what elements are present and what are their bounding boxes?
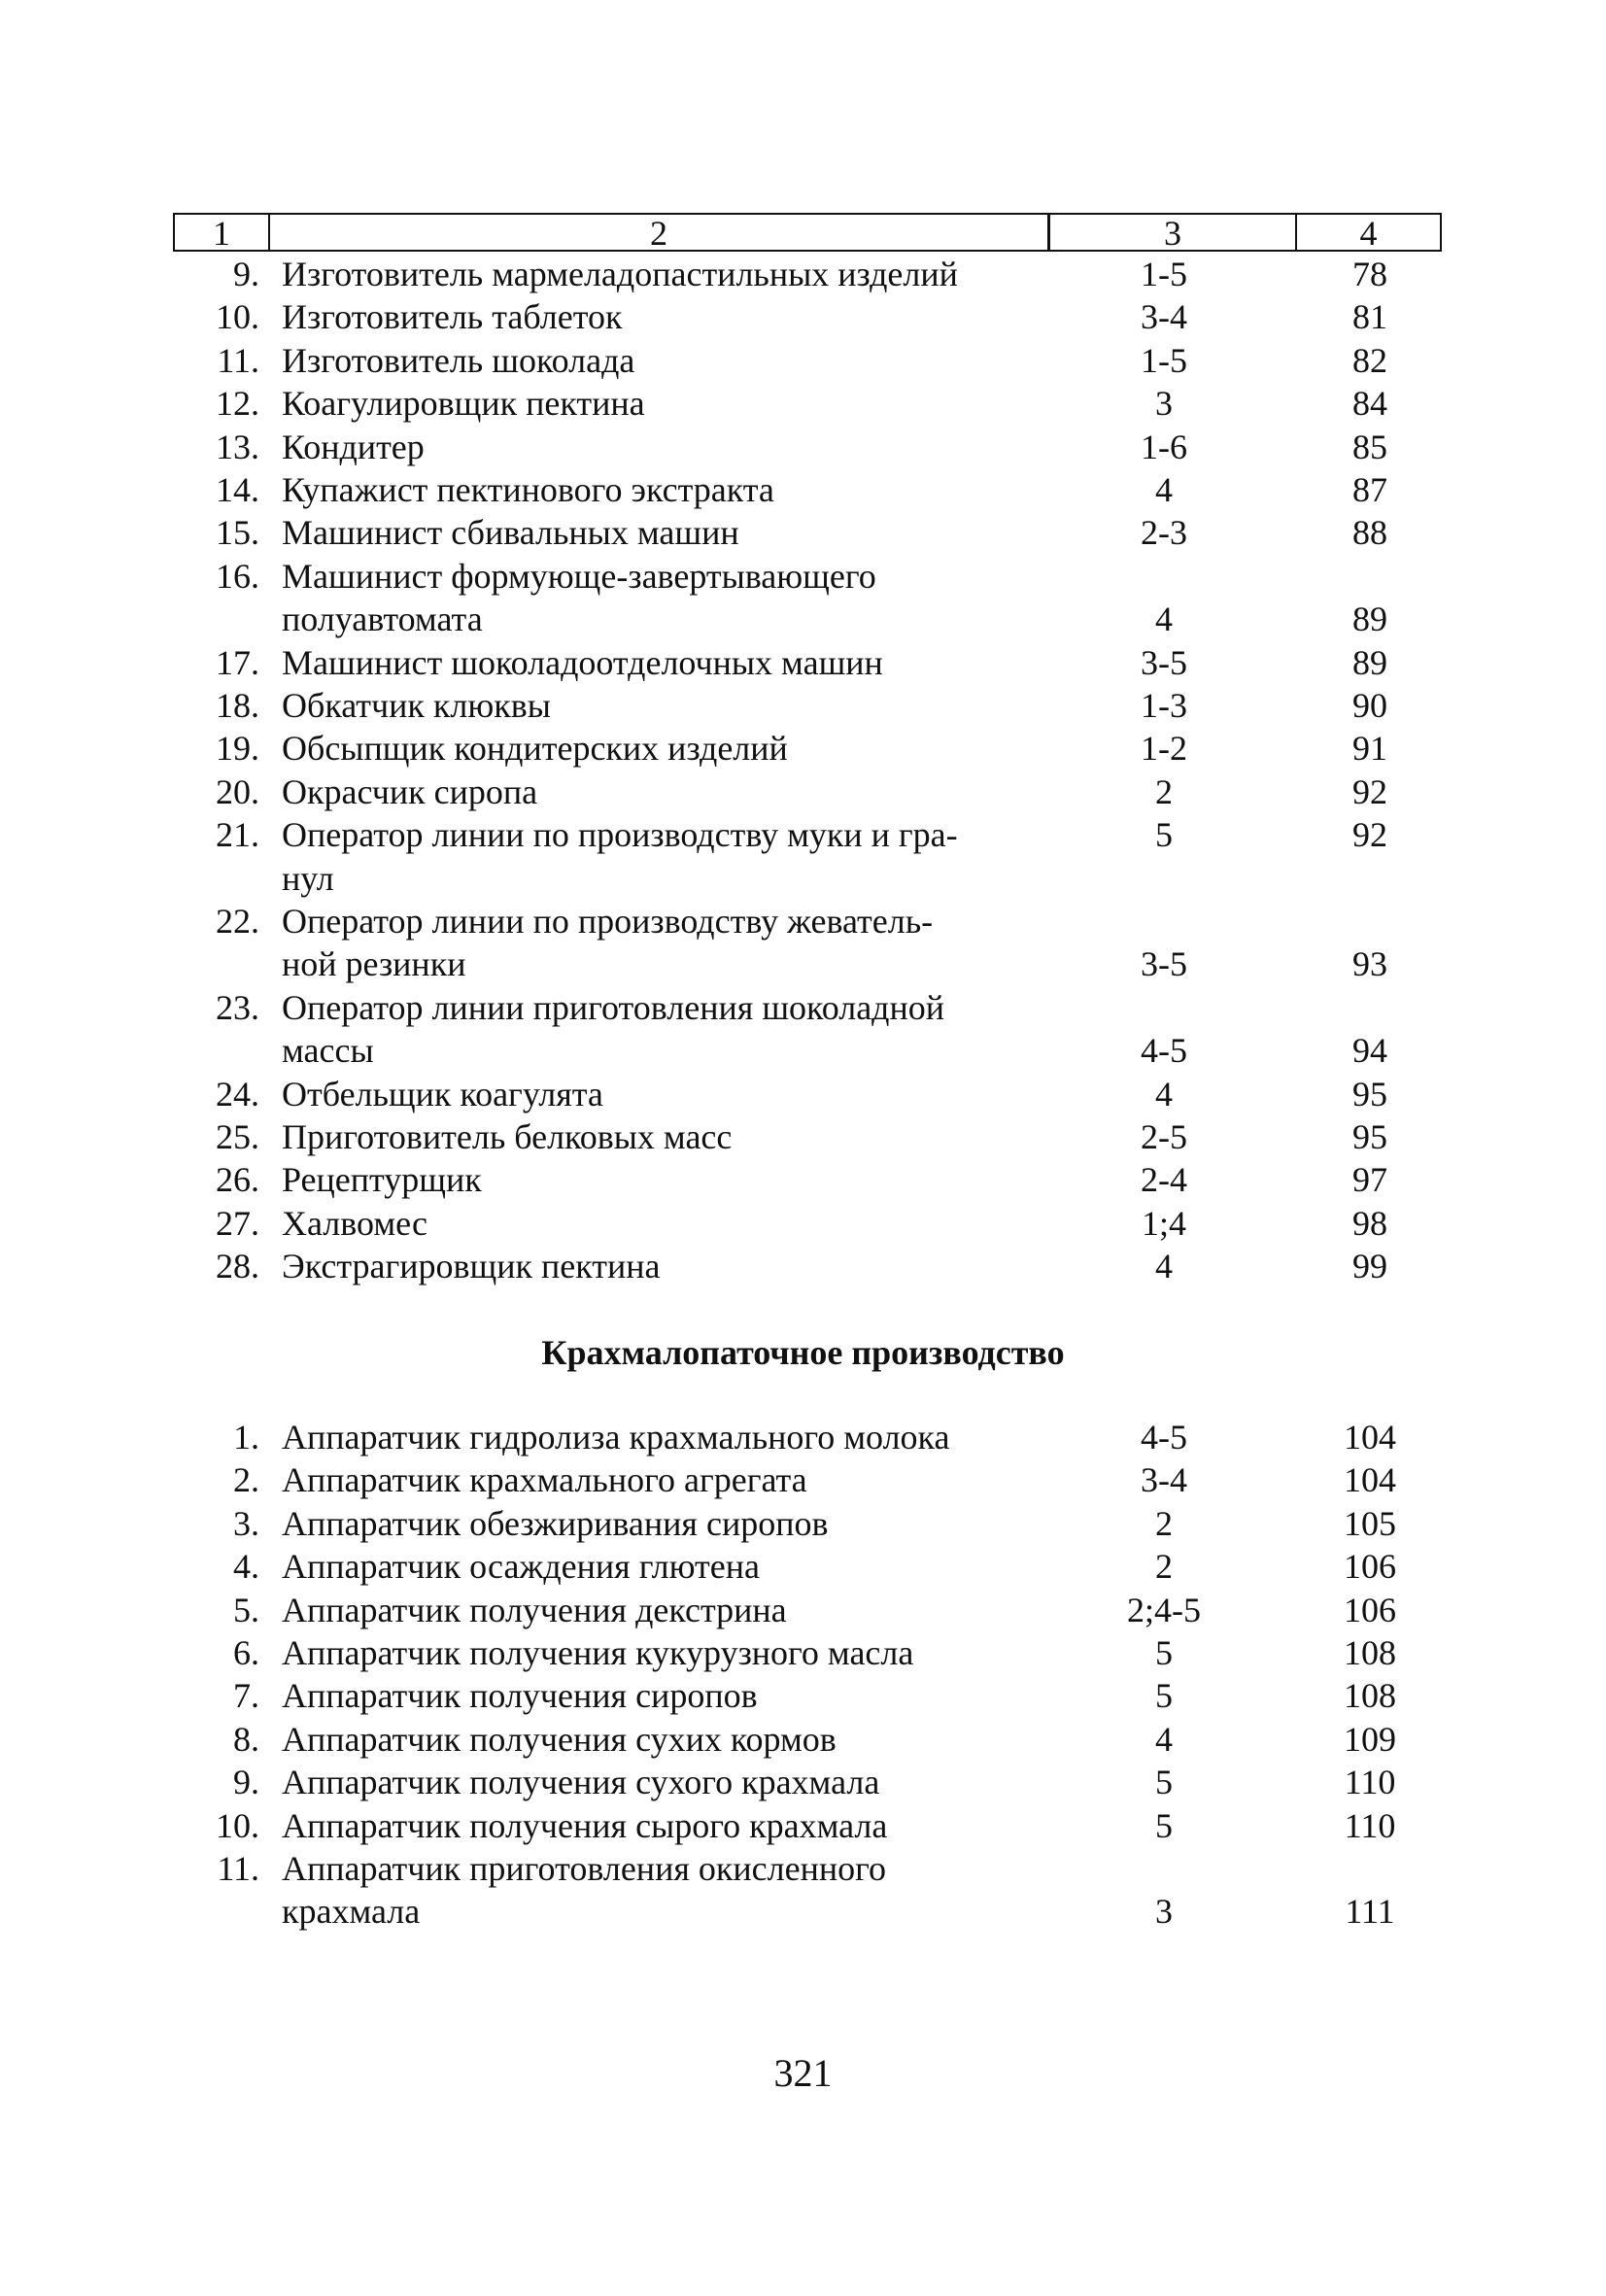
row-grade: 3-4 xyxy=(1141,297,1187,337)
row-number: 23. xyxy=(216,987,259,1027)
row-number: 24. xyxy=(216,1074,259,1114)
row-grade: 3 xyxy=(1155,1892,1173,1932)
row-page: 81 xyxy=(1352,297,1387,337)
row-number: 10. xyxy=(216,1805,259,1845)
row-page: 104 xyxy=(1344,1418,1396,1456)
row-name: Аппаратчик обезжиривания сиропов xyxy=(282,1503,829,1543)
row-page: 87 xyxy=(1352,470,1387,509)
row-name: нул xyxy=(282,858,334,898)
row-grade: 2-3 xyxy=(1141,513,1187,553)
row-page: 95 xyxy=(1352,1117,1387,1156)
row-grade: 4 xyxy=(1155,470,1173,509)
row-grade: 5 xyxy=(1155,815,1173,855)
row-name: Аппаратчик получения сырого крахмала xyxy=(282,1805,888,1845)
row-page: 82 xyxy=(1352,340,1387,380)
row-page: 108 xyxy=(1344,1676,1396,1716)
row-number: 12. xyxy=(216,384,259,424)
row-number: 14. xyxy=(216,470,259,509)
row-name: Приготовитель белковых масс xyxy=(282,1117,733,1156)
row-name: полуавтомата xyxy=(282,600,483,639)
row-grade: 2 xyxy=(1155,1547,1173,1587)
row-page: 106 xyxy=(1344,1547,1396,1587)
row-grade: 4 xyxy=(1155,1074,1173,1114)
row-number: 28. xyxy=(216,1247,259,1286)
row-number: 2. xyxy=(233,1460,259,1500)
table-header xyxy=(173,213,1442,252)
row-grade: 4 xyxy=(1155,1247,1173,1286)
row-page: 99 xyxy=(1352,1247,1387,1286)
row-number: 8. xyxy=(233,1719,259,1759)
row-number: 10. xyxy=(216,297,259,337)
row-name: Аппаратчик получения декстрина xyxy=(282,1590,787,1629)
row-grade: 3-5 xyxy=(1141,944,1187,984)
row-name: Окрасчик сиропа xyxy=(282,771,538,811)
row-name: массы xyxy=(282,1031,374,1071)
row-number: 11. xyxy=(217,340,259,380)
row-page: 97 xyxy=(1352,1160,1387,1200)
row-name: Обсыпщик кондитерских изделий xyxy=(282,729,788,769)
row-grade: 1-2 xyxy=(1141,729,1187,769)
row-page: 110 xyxy=(1344,1805,1396,1845)
row-page: 109 xyxy=(1344,1719,1396,1759)
row-name: ной резинки xyxy=(282,944,466,984)
row-page: 84 xyxy=(1352,384,1387,424)
row-page: 110 xyxy=(1344,1763,1396,1802)
row-page: 94 xyxy=(1352,1031,1387,1071)
row-page: 89 xyxy=(1352,642,1387,682)
header-col-3: 3 xyxy=(1050,215,1297,250)
row-number: 13. xyxy=(216,427,259,466)
row-name: Аппаратчик получения сиропов xyxy=(282,1676,758,1716)
row-page: 92 xyxy=(1352,771,1387,811)
row-number: 18. xyxy=(216,686,259,725)
row-name: Аппаратчик получения кукурузного масла xyxy=(282,1633,914,1672)
row-grade: 3-5 xyxy=(1141,642,1187,682)
row-number: 19. xyxy=(216,729,259,769)
row-name: Рецептурщик xyxy=(282,1160,482,1200)
row-number: 26. xyxy=(216,1160,259,1200)
row-number: 21. xyxy=(216,815,259,855)
row-page: 78 xyxy=(1352,255,1387,293)
row-grade: 1-5 xyxy=(1141,340,1187,380)
row-grade: 1-6 xyxy=(1141,427,1187,466)
row-grade: 2-4 xyxy=(1141,1160,1187,1200)
page-number: 321 xyxy=(773,2051,833,2095)
row-grade: 1-3 xyxy=(1141,686,1187,725)
row-grade: 5 xyxy=(1155,1763,1173,1802)
row-page: 91 xyxy=(1352,729,1387,769)
section-title: Крахмалопаточное производство xyxy=(541,1333,1065,1372)
row-name: Аппаратчик получения сухих кормов xyxy=(282,1719,837,1759)
row-number: 4. xyxy=(233,1547,259,1587)
row-name: Машинист шоколадоотделочных машин xyxy=(282,642,883,682)
row-grade: 4-5 xyxy=(1141,1031,1187,1071)
row-name: Изготовитель мармеладопастильных изделий xyxy=(282,255,958,293)
row-grade: 5 xyxy=(1155,1805,1173,1845)
header-col-1: 1 xyxy=(175,215,270,250)
row-name: Купажист пектинового экстракта xyxy=(282,470,774,509)
row-number: 17. xyxy=(216,642,259,682)
row-name: Отбельщик коагулята xyxy=(282,1074,603,1114)
row-number: 22. xyxy=(216,902,259,941)
row-number: 7. xyxy=(233,1676,259,1716)
row-number: 11. xyxy=(217,1849,259,1888)
row-number: 9. xyxy=(233,255,259,293)
row-name: Оператор линии по производству муки и гра- xyxy=(282,815,958,855)
row-number: 9. xyxy=(233,1763,259,1802)
row-name: Кондитер xyxy=(282,427,425,466)
row-grade: 4 xyxy=(1155,600,1173,639)
header-col-2: 2 xyxy=(270,215,1050,250)
row-grade: 3 xyxy=(1155,384,1173,424)
row-number: 5. xyxy=(233,1590,259,1629)
row-name: Машинист формующе-завертывающего xyxy=(282,556,876,596)
row-name: Аппаратчик приготовления окисленного xyxy=(282,1849,886,1888)
header-col-4: 4 xyxy=(1359,214,1378,253)
row-page: 106 xyxy=(1344,1590,1396,1629)
row-page: 92 xyxy=(1352,815,1387,855)
row-page: 111 xyxy=(1345,1892,1395,1932)
row-name: Аппаратчик гидролиза крахмального молока xyxy=(282,1418,950,1456)
row-name: Оператор линии приготовления шоколадной xyxy=(282,987,945,1027)
row-name: Халвомес xyxy=(282,1203,427,1243)
row-grade: 2 xyxy=(1155,1503,1173,1543)
row-grade: 2;4-5 xyxy=(1127,1590,1201,1629)
row-name: Аппаратчик получения сухого крахмала xyxy=(282,1763,880,1802)
row-name: Машинист сбивальных машин xyxy=(282,513,739,553)
row-page: 89 xyxy=(1352,600,1387,639)
row-page: 98 xyxy=(1352,1203,1387,1243)
row-number: 27. xyxy=(216,1203,259,1243)
row-grade: 2-5 xyxy=(1141,1117,1187,1156)
row-grade: 1-5 xyxy=(1141,255,1187,293)
row-number: 15. xyxy=(216,513,259,553)
row-grade: 3-4 xyxy=(1141,1460,1187,1500)
row-number: 1. xyxy=(233,1418,259,1456)
row-page: 90 xyxy=(1352,686,1387,725)
row-name: Аппаратчик крахмального агрегата xyxy=(282,1460,807,1500)
row-grade: 1;4 xyxy=(1141,1203,1186,1243)
row-name: Коагулировщик пектина xyxy=(282,384,645,424)
row-page: 93 xyxy=(1352,944,1387,984)
row-name: Изготовитель таблеток xyxy=(282,297,623,337)
row-number: 20. xyxy=(216,771,259,811)
row-page: 108 xyxy=(1344,1633,1396,1672)
row-grade: 4-5 xyxy=(1141,1418,1187,1456)
row-name: крахмала xyxy=(282,1892,421,1932)
row-name: Экстрагировщик пектина xyxy=(282,1247,661,1286)
row-number: 6. xyxy=(233,1633,259,1672)
row-name: Аппаратчик осаждения глютена xyxy=(282,1547,760,1587)
row-page: 95 xyxy=(1352,1074,1387,1114)
row-grade: 5 xyxy=(1155,1676,1173,1716)
row-name: Изготовитель шоколада xyxy=(282,340,635,380)
row-number: 16. xyxy=(216,556,259,596)
row-page: 104 xyxy=(1344,1460,1396,1500)
row-grade: 2 xyxy=(1155,771,1173,811)
row-number: 25. xyxy=(216,1117,259,1156)
row-grade: 5 xyxy=(1155,1633,1173,1672)
row-number: 3. xyxy=(233,1503,259,1543)
row-name: Обкатчик клюквы xyxy=(282,686,551,725)
row-page: 85 xyxy=(1352,427,1387,466)
row-grade: 4 xyxy=(1155,1719,1173,1759)
row-page: 105 xyxy=(1344,1503,1396,1543)
row-name: Оператор линии по производству жеватель- xyxy=(282,902,934,941)
row-page: 88 xyxy=(1352,513,1387,553)
